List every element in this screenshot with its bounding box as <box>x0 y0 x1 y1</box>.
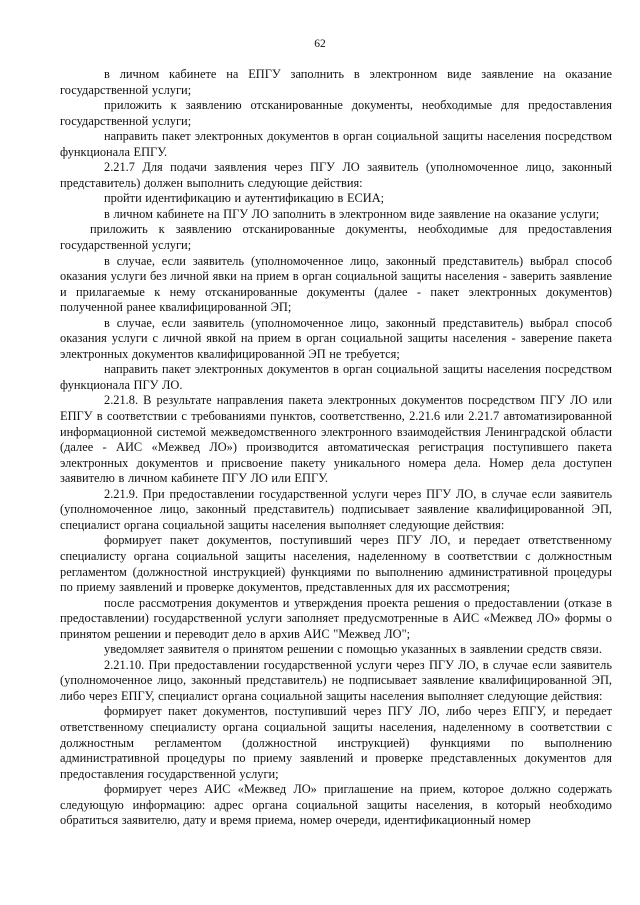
page-number: 62 <box>314 38 326 50</box>
paragraph: 2.21.8. В результате направления пакета электронных документов посредством ПГУ ЛО или ЕПГУ в соответствии с требованиями пунктов, соответственно, 2.21.6 или 2.21.7 автоматизированной информационной системой межведомственного электронного взаимодействия Ленинградской области (далее - АИС «Межвед ЛО») производится автоматическая регистрация поступившего пакета электронных документов и присвоение пакету уникального номера дела. Номер дела доступен заявителю в личном кабинете ПГУ ЛО или ЕПГУ. <box>60 393 612 486</box>
paragraph: формирует пакет документов, поступивший через ПГУ ЛО, и передает ответственному специалисту органа социальной защиты населения, наделенному в соответствии с должностным регламентом (должностной инструкцией) функциями по выполнению административной процедуры по приему заявлений и проверке документов, представленных для их рассмотрения; <box>60 533 612 595</box>
paragraph: направить пакет электронных документов в орган социальной защиты населения посредством функционала ЕПГУ. <box>60 129 612 159</box>
paragraph: приложить к заявлению отсканированные документы, необходимые для предоставления государственной услуги; <box>60 98 612 128</box>
paragraph: в личном кабинете на ЕПГУ заполнить в электронном виде заявление на оказание государственной услуги; <box>60 67 612 97</box>
paragraph: пройти идентификацию и аутентификацию в ЕСИА; <box>104 191 385 206</box>
paragraph: в случае, если заявитель (уполномоченное лицо, законный представитель) выбрал способ оказания услуги с личной явкой на прием в орган социальной защиты населения - заверение пакета электронных документов квалифицированной ЭП не требуется; <box>60 315 612 361</box>
paragraph: после рассмотрения документов и утверждения проекта решения о предоставлении (отказе в предоставлении) государственной услуги заполняет предусмотренные в АИС «Межвед ЛО» формы о принятом решении и переводит дело в архив АИС "Межвед ЛО"; <box>60 595 612 641</box>
paragraph: направить пакет электронных документов в орган социальной защиты населения посредством функционала ПГУ ЛО. <box>60 362 612 392</box>
paragraph: формирует пакет документов, поступивший через ПГУ ЛО, либо через ЕПГУ, и передает ответственному специалисту органа социальной защиты населения, наделенному в соответствии с должностным регламентом (должностной инструкцией) функциями по выполнению административной процедуры по приему заявлений и проверке представленных документов для предоставления государственной услуги; <box>60 704 612 781</box>
paragraph: в случае, если заявитель (уполномоченное лицо, законный представитель) выбрал способ оказания услуги без личной явки на прием в орган социальной защиты населения - заверить заявление и прилагаемые к нему отсканированные документы (далее - пакет электронных документов) полученной ранее квалифицированной ЭП; <box>60 253 612 315</box>
paragraph: 2.21.10. При предоставлении государственной услуги через ПГУ ЛО, в случае если заявитель (уполномоченное лицо, законный представитель) не подписывает заявление квалифицированной ЭП, либо через ЕПГУ, специалист органа социальной защиты населения выполняет следующие действия: <box>60 657 612 703</box>
paragraph: 2.21.7 Для подачи заявления через ПГУ ЛО заявитель (уполномоченное лицо, законный представитель) должен выполнить следующие действия: <box>60 160 612 190</box>
paragraph: 2.21.9. При предоставлении государственной услуги через ПГУ ЛО, в случае если заявитель (уполномоченное лицо, законный представитель) подписывает заявление квалифицированной ЭП, специалист органа социальной защиты населения выполняет следующие действия: <box>60 486 612 532</box>
paragraph: в личном кабинете на ПГУ ЛО заполнить в электронном виде заявление на оказание услуги; <box>104 206 600 221</box>
paragraph: приложить к заявлению отсканированные документы, необходимые для предоставления государственной услуги; <box>60 222 612 253</box>
paragraph: уведомляет заявителя о принятом решении с помощью указанных в заявлении средств связи. <box>104 642 602 657</box>
document-body <box>60 67 612 829</box>
paragraph: формирует через АИС «Межвед ЛО» приглашение на прием, которое должно содержать следующую информацию: адрес органа социальной защиты населения, в который необходимо обратиться заявителю, дату и время приема, номер очереди, идентификационный номер <box>60 782 612 828</box>
